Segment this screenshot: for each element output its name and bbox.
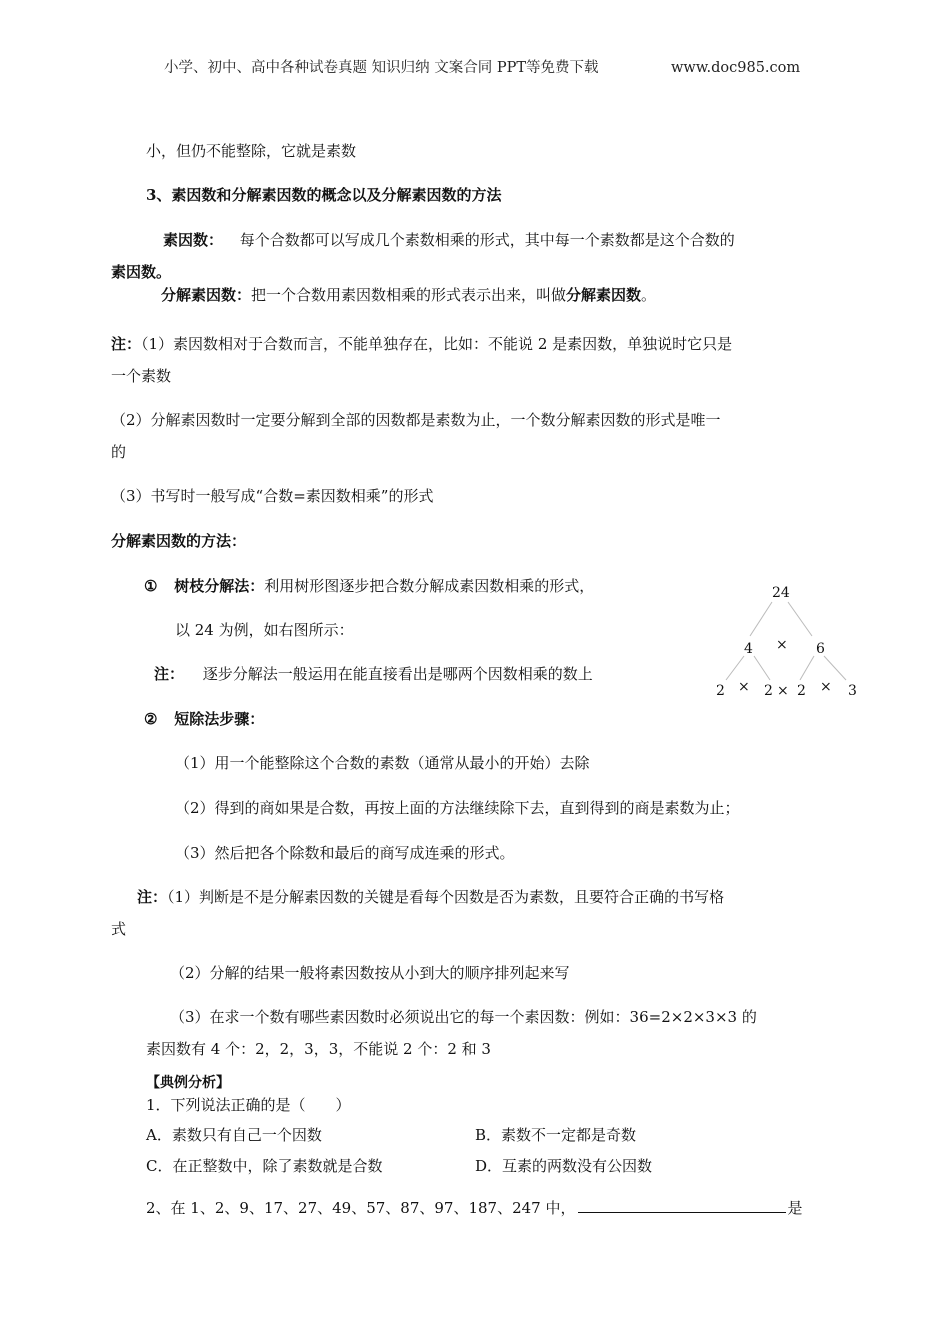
- method-text: 利用树形图逐步把合数分解成素因数相乘的形式，: [264, 577, 595, 595]
- tree-leaf: 2: [764, 683, 773, 699]
- tree-times: ×: [738, 679, 750, 695]
- tree-times: ×: [820, 679, 832, 695]
- tree-branch: [750, 602, 772, 636]
- definition-prime-factor: [163, 230, 735, 250]
- definition-term: 素因数：: [163, 231, 224, 249]
- note-text: （1）素因数相对于合数而言，不能单独存在，比如：不能说 2 是素因数，单独说时它只是: [141, 335, 733, 353]
- note-2-item-2: （2）分解的结果一般将素因数按从小到大的顺序排列起来写: [170, 964, 570, 982]
- note-2-item-1: [137, 887, 724, 907]
- option-d: D．互素的两数没有公因数: [475, 1157, 653, 1175]
- note-1-item-2-cont: 的: [111, 443, 127, 461]
- tree-branch: [726, 656, 744, 680]
- step-2: （2）得到的商如果是合数，再按上面的方法继续除下去，直到得到的商是素数为止；: [175, 799, 740, 817]
- tree-leaf: 2: [797, 683, 806, 699]
- method-2: [144, 709, 264, 729]
- question-2: [146, 1198, 803, 1218]
- option-c: C．在正整数中，除了素数就是合数: [146, 1157, 383, 1175]
- method-1-note: [154, 664, 593, 684]
- note-label: 注：: [137, 888, 168, 906]
- page-header: [164, 58, 599, 78]
- definition-factorization: [161, 285, 656, 305]
- method-1: [144, 576, 594, 596]
- tree-node-left: 4: [744, 641, 753, 657]
- definition-term: 分解素因数：: [161, 286, 252, 304]
- note-2-item-3: （3）在求一个数有哪些素因数时必须说出它的每一个素因数：例如：36=2×2×3×3 的: [170, 1008, 757, 1026]
- method-name: 短除法步骤：: [174, 710, 265, 728]
- method-name: 树枝分解法：: [174, 577, 265, 595]
- tree-times: ×: [777, 683, 789, 699]
- step-3: （3）然后把各个除数和最后的商写成连乘的形式。: [175, 844, 515, 862]
- note-1-item-3: （3）书写时一般写成“合数=素因数相乘”的形式: [111, 487, 434, 505]
- note-1-item-1: [111, 334, 732, 354]
- examples-title: 【典例分析】: [146, 1075, 230, 1091]
- factor-tree: [700, 578, 870, 703]
- method-number: ②: [144, 710, 158, 728]
- note-1-item-1-cont: 一个素数: [111, 367, 172, 385]
- section-title: 3、素因数和分解素因数的概念以及分解素因数的方法: [146, 186, 502, 204]
- definition-continuation: 素因数。: [111, 263, 172, 281]
- note-1-item-2: （2）分解素因数时一定要分解到全部的因数都是素数为止，一个数分解素因数的形式是唯一: [111, 411, 721, 429]
- definition-text: 把一个合数用素因数相乘的形式表示出来，叫做: [251, 286, 567, 304]
- method-number: ①: [144, 577, 158, 595]
- question-text: 2、在 1、2、9、17、27、49、57、87、97、187、247 中，: [146, 1199, 576, 1217]
- continuation-line: 小，但仍不能整除，它就是素数: [146, 142, 357, 160]
- tree-times: ×: [776, 637, 788, 653]
- note-2-item-3-cont: 素因数有 4 个：2，2，3，3，不能说 2 个：2 和 3: [146, 1040, 491, 1058]
- answer-blank[interactable]: [578, 1198, 786, 1213]
- method-1-example: 以 24 为例，如右图所示：: [175, 621, 354, 639]
- option-a: A．素数只有自己一个因数: [146, 1126, 322, 1144]
- tree-leaf: 2: [716, 683, 725, 699]
- tree-branch: [824, 656, 846, 680]
- tree-branch: [754, 656, 770, 680]
- methods-title: 分解素因数的方法：: [111, 532, 247, 550]
- definition-end: 。: [641, 286, 657, 304]
- question-1: 1．下列说法正确的是（ ）: [146, 1096, 351, 1114]
- note-2-item-1-cont: 式: [111, 920, 127, 938]
- note-text: 逐步分解法一般运用在能直接看出是哪两个因数相乘的数上: [202, 665, 593, 683]
- tree-node-right: 6: [816, 641, 825, 657]
- tree-branch: [800, 656, 814, 680]
- header-text: 小学、初中、高中各种试卷真题 知识归纳 文案合同 PPT等免费下载: [164, 60, 599, 76]
- note-text: （1）判断是不是分解素因数的关键是看每个因数是否为素数，且要符合正确的书写格: [167, 888, 725, 906]
- tree-branch: [788, 602, 812, 636]
- definition-text: 每个合数都可以写成几个素数相乘的形式，其中每一个素数都是这个合数的: [239, 231, 735, 249]
- note-label: 注：: [154, 665, 185, 683]
- header-url: www.doc985.com: [671, 60, 801, 76]
- note-label: 注：: [111, 335, 142, 353]
- question-end: 是: [787, 1199, 803, 1217]
- step-1: （1）用一个能整除这个合数的素数（通常从最小的开始）去除: [175, 754, 590, 772]
- tree-root: 24: [772, 585, 790, 601]
- option-b: B．素数不一定都是奇数: [475, 1126, 637, 1144]
- definition-bold-term: 分解素因数: [566, 286, 642, 304]
- tree-leaf: 3: [848, 683, 857, 699]
